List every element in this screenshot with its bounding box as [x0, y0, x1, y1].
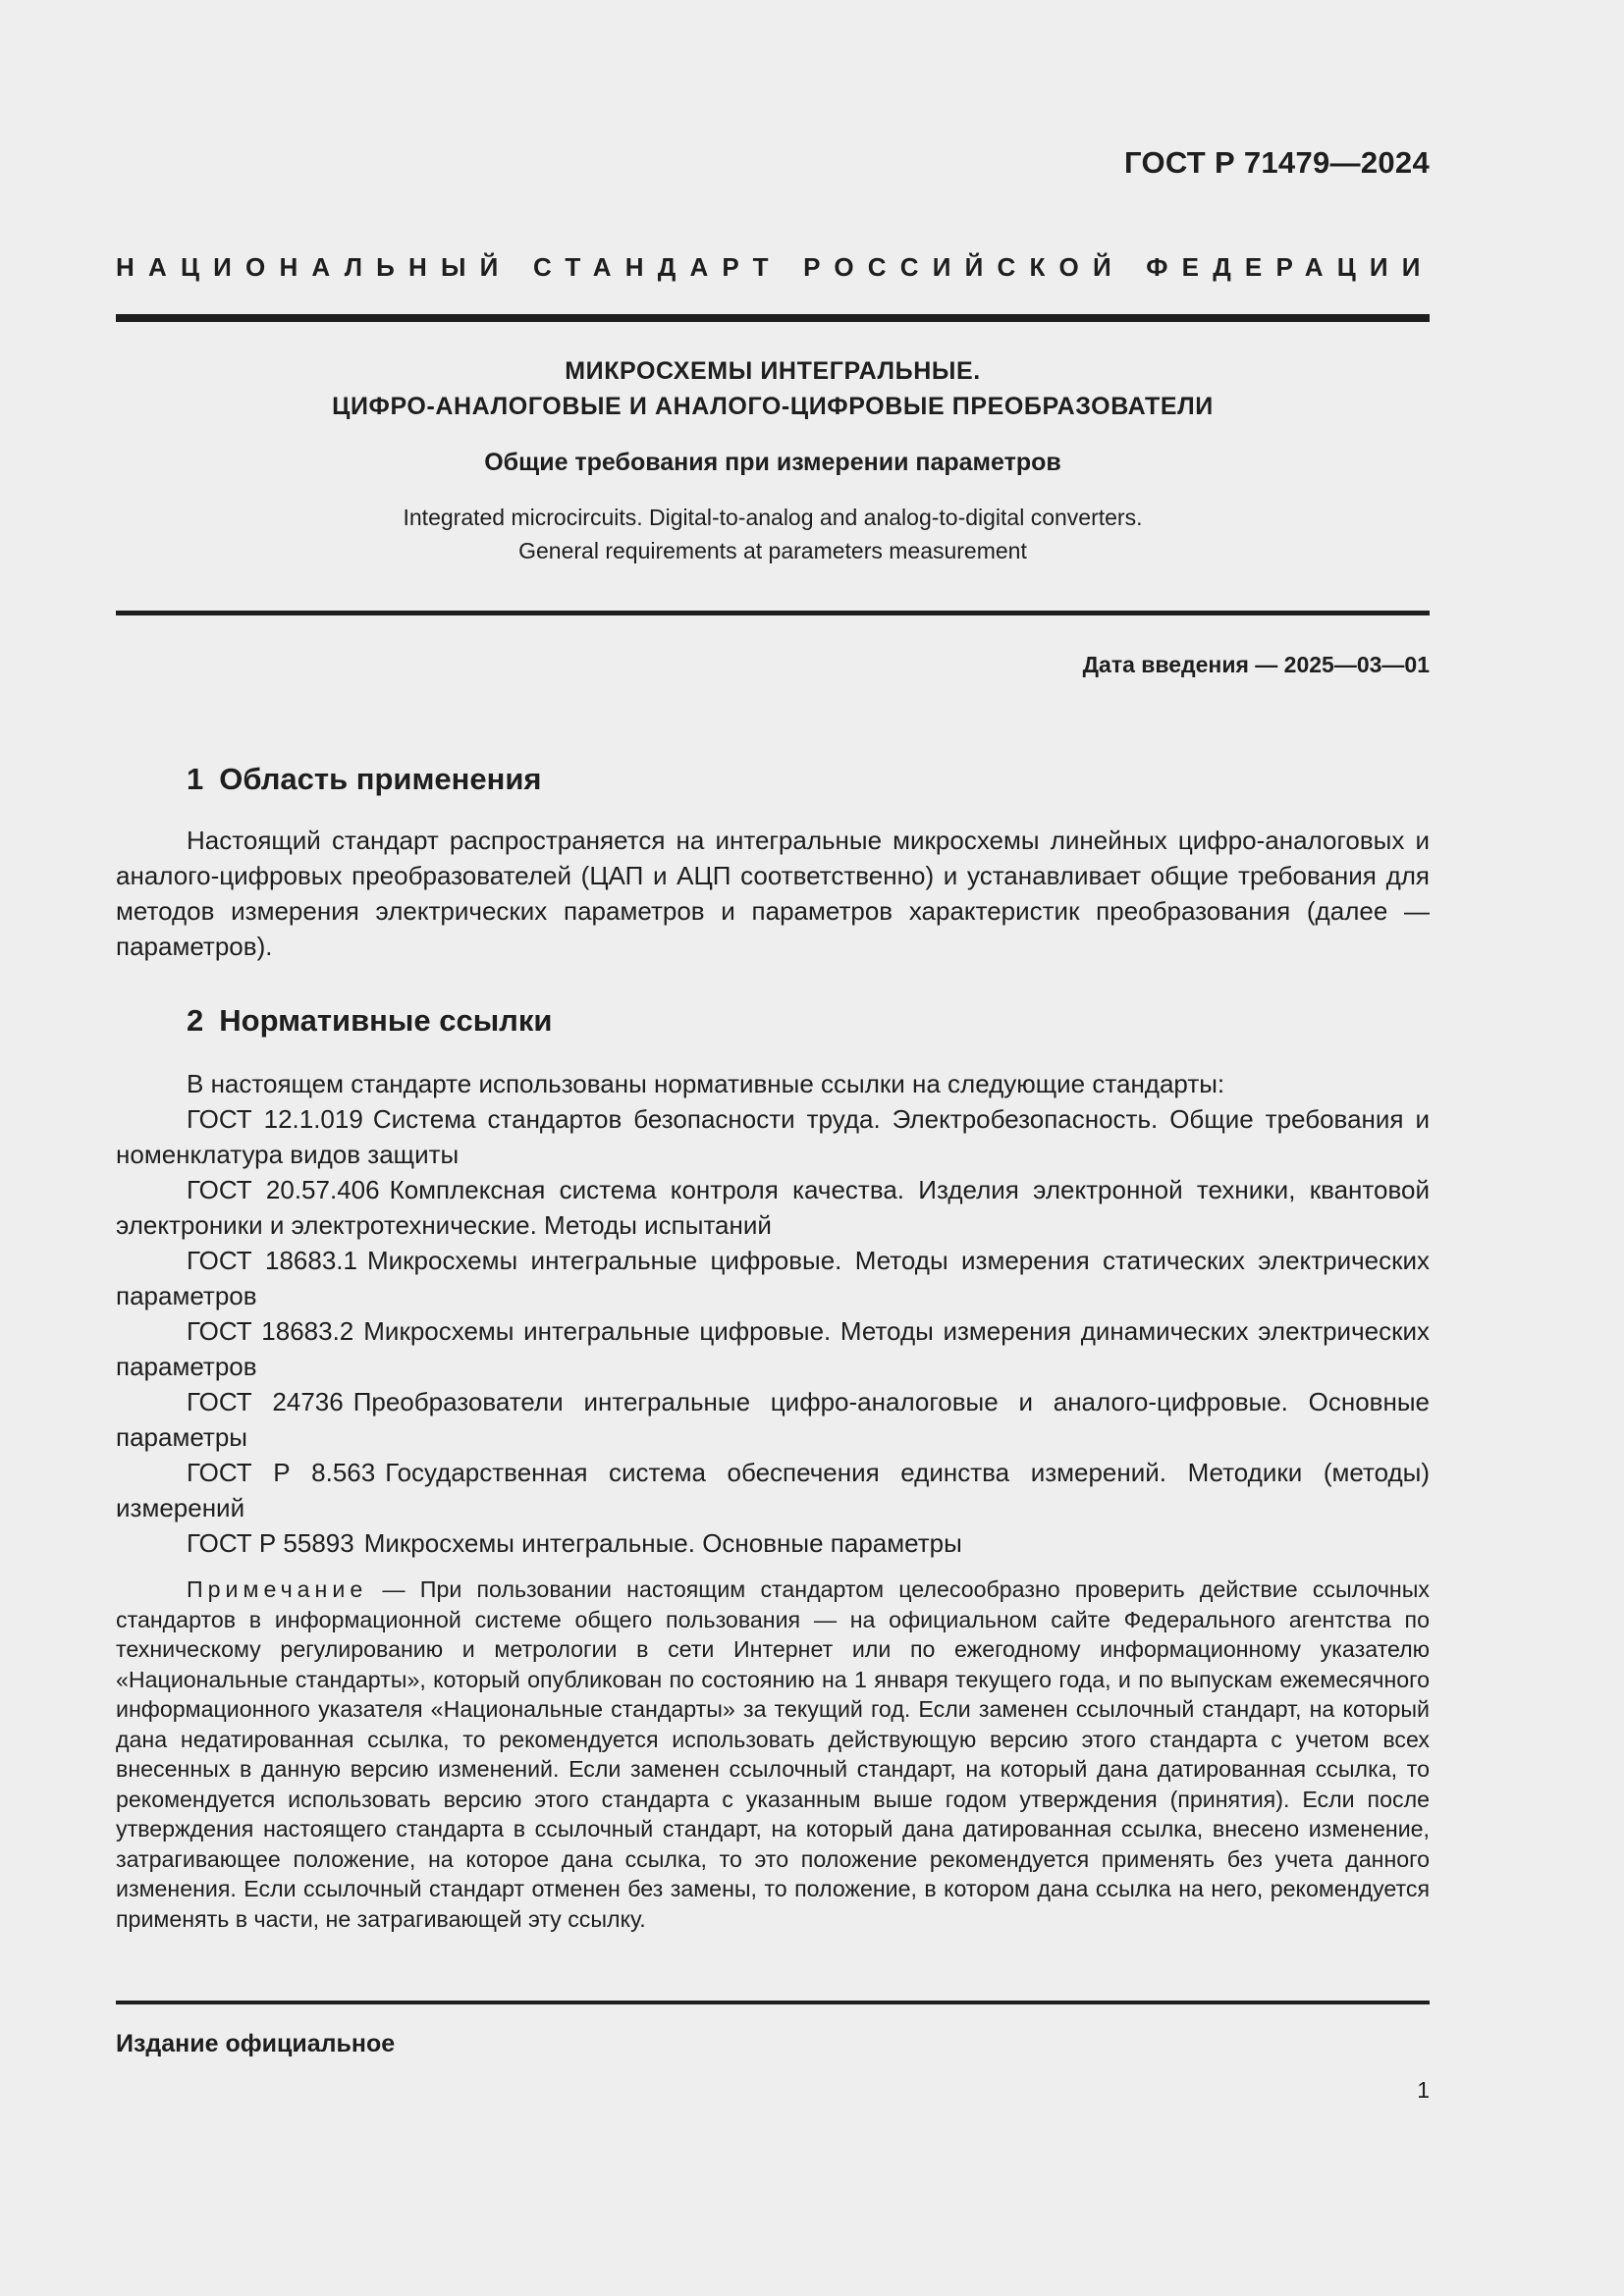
section-2-title: Нормативные ссылки [219, 1003, 553, 1038]
title-divider [116, 611, 1430, 615]
title-en-line1: Integrated microcircuits. Digital-to-analog and analog-to-digital converters. [403, 505, 1143, 530]
reference-item [116, 1243, 1430, 1313]
reference-code: ГОСТ 12.1.019 [187, 1104, 363, 1134]
subtitle-ru: Общие требования при измерении параметров [484, 449, 1061, 476]
standard-number: ГОСТ Р 71479—2024 [1124, 145, 1430, 180]
note-text: — При пользовании настоящим стандартом целесообразно проверить действие ссылочных стандартов в информационной системе общего пользования — на официальном сайте Федерального агентства по техническому регулированию и метрологии в сети Интернет или по ежегодному информационному указателю «Национальные стандарты», который опубликован по состоянию на 1 января текущего года, и по выпускам ежемесячного информационного указателя «Национальные стандарты» за текущий год. Если заменен ссылочный стандарт, на который дана недатированная ссылка, то рекомендуется использовать действующую версию этого стандарта с учетом всех внесенных в данную версию изменений. Если заменен ссылочный стандарт, на который дана датированная ссылка, то рекомендуется использовать версию этого стандарта с указанным выше годом утверждения (принятия). Если после утверждения настоящего стандарта в ссылочный стандарт, на который дана датированная ссылка, внесено изменение, затрагивающее положение, на которое дана ссылка, то это положение рекомендуется применять без учета данного изменения. Если ссылочный стандарт отменен без замены, то положение, в котором дана ссылка на него, рекомендуется применять в части, не затрагивающей эту ссылку. [116, 1576, 1431, 1932]
reference-title: Система стандартов безопасности труда. Электробезопасность. Общие требования и номенклатура видов защиты [116, 1104, 1430, 1169]
footer-divider [116, 2001, 1430, 2004]
reference-title: Микросхемы интегральные. Основные параметры [363, 1528, 962, 1558]
section-1-text: Настоящий стандарт распространяется на интегральные микросхемы линейных цифро-аналоговых и аналого-цифровых преобразователей (ЦАП и АЦП соответственно) и устанавливает общие требования для методов измерения электрических параметров и параметров характеристик преобразования (далее — параметров). [116, 826, 1430, 961]
reference-code: ГОСТ 18683.1 [187, 1246, 357, 1275]
references-intro: В настоящем стандарте использованы нормативные ссылки на следующие стандарты: [187, 1069, 1225, 1098]
top-divider [116, 314, 1430, 322]
reference-title: Микросхемы интегральные цифровые. Методы измерения динамических электрических параметров [116, 1316, 1430, 1381]
reference-item [116, 1455, 1430, 1525]
title-ru-line1: МИКРОСХЕМЫ ИНТЕГРАЛЬНЫЕ. [565, 357, 981, 385]
reference-item [116, 1384, 1430, 1455]
official-edition: Издание официальное [116, 2030, 396, 2057]
normative-references [116, 1066, 1430, 1561]
reference-item [116, 1525, 1430, 1561]
national-standard-heading: НАЦИОНАЛЬНЫЙ СТАНДАРТ РОССИЙСКОЙ ФЕДЕРАЦИИ [116, 252, 1435, 282]
title-ru-line2: ЦИФРО-АНАЛОГОВЫЕ И АНАЛОГО-ЦИФРОВЫЕ ПРЕОБРАЗОВАТЕЛИ [332, 393, 1214, 420]
document-page [116, 0, 1435, 2296]
section-1-title: Область применения [219, 762, 542, 796]
reference-code: ГОСТ 18683.2 [187, 1316, 354, 1346]
section-1-heading [187, 762, 542, 797]
reference-title: Комплексная система контроля качества. Изделия электронной техники, квантовой электроники и электротехнические. Методы испытаний [116, 1175, 1430, 1240]
section-1-number: 1 [187, 762, 204, 796]
reference-item [116, 1172, 1430, 1243]
reference-code: ГОСТ 20.57.406 [187, 1175, 380, 1204]
reference-title: Преобразователи интегральные цифро-аналоговые и аналого-цифровые. Основные параметры [116, 1387, 1430, 1452]
section-2-heading [187, 1003, 552, 1039]
title-block [116, 353, 1430, 567]
reference-title: Государственная система обеспечения единства измерений. Методики (методы) измерений [116, 1458, 1430, 1522]
page-number: 1 [1417, 2077, 1430, 2103]
note-label: Примечание [187, 1576, 368, 1602]
reference-code: ГОСТ 24736 [187, 1387, 344, 1416]
reference-title: Микросхемы интегральные цифровые. Методы измерения статических электрических параметров [116, 1246, 1430, 1310]
introduction-date: Дата введения — 2025—03—01 [1082, 652, 1430, 677]
references-note [116, 1575, 1430, 1934]
title-en [116, 501, 1430, 567]
section-2-number: 2 [187, 1003, 204, 1038]
reference-item [116, 1101, 1430, 1172]
reference-item [116, 1313, 1430, 1384]
reference-code: ГОСТ Р 8.563 [187, 1458, 376, 1487]
title-en-line2: General requirements at parameters measurement [518, 538, 1027, 563]
reference-code: ГОСТ Р 55893 [187, 1528, 354, 1558]
title-ru [116, 353, 1430, 424]
